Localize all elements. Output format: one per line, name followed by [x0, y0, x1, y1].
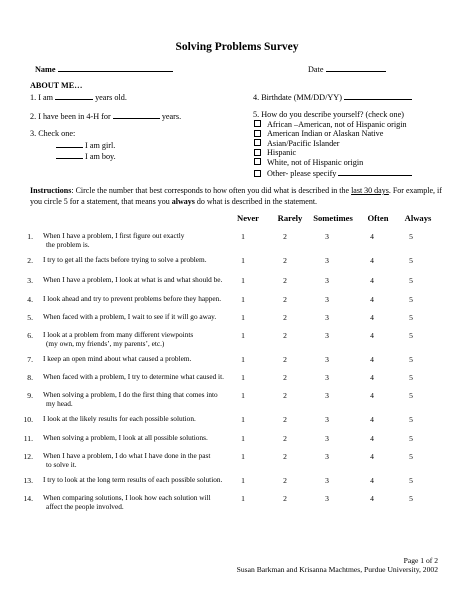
rating-option-3[interactable]: 3 — [325, 452, 329, 461]
describe-option-label: Other- please specify — [267, 169, 337, 178]
rating-option-5[interactable]: 5 — [409, 232, 413, 241]
question-text-line: the problem is. — [46, 239, 90, 249]
question-text — [43, 373, 243, 382]
rating-option-4[interactable]: 4 — [370, 476, 374, 485]
rating-option-4[interactable]: 4 — [370, 256, 374, 265]
rating-option-5[interactable]: 5 — [409, 295, 413, 304]
rating-option-2[interactable]: 2 — [283, 391, 287, 400]
rating-option-3[interactable]: 3 — [325, 494, 329, 503]
instructions-emphasis: last 30 days — [351, 186, 389, 195]
name-label: Name — [35, 65, 56, 74]
girl-field[interactable] — [56, 139, 83, 148]
question-text — [43, 476, 243, 485]
4h-years-suffix: years. — [161, 112, 182, 121]
page-number: Page 1 of 2 — [403, 556, 438, 565]
rating-option-4[interactable]: 4 — [370, 452, 374, 461]
rating-option-4[interactable]: 4 — [370, 276, 374, 285]
describe-option — [254, 129, 383, 139]
describe-label: 5. How do you describe yourself? (check one) — [253, 110, 404, 119]
name-row — [35, 63, 173, 75]
checkbox[interactable] — [254, 139, 261, 146]
rating-option-1[interactable]: 1 — [241, 232, 245, 241]
question-text-line: When faced with a problem, I wait to see if it will go away. — [43, 312, 217, 321]
describe-option-label: Asian/Pacific Islander — [267, 138, 340, 148]
question-text — [43, 276, 243, 285]
rating-option-3[interactable]: 3 — [325, 256, 329, 265]
question-text-line: When I have a problem, I look at what is and what should be. — [43, 275, 223, 284]
describe-option — [254, 158, 363, 168]
rating-option-4[interactable]: 4 — [370, 313, 374, 322]
rating-option-3[interactable]: 3 — [325, 391, 329, 400]
rating-option-1[interactable]: 1 — [241, 355, 245, 364]
question-text-line: When faced with a problem, I try to determine what caused it. — [43, 372, 224, 381]
4h-years-row — [30, 110, 181, 122]
scale-header-often: Often — [367, 213, 389, 223]
checkbox[interactable] — [254, 130, 261, 137]
footer-credit: Susan Barkman and Krisanna Machtmes, Purdue University, 2002 — [236, 565, 438, 574]
survey-title: Solving Problems Survey — [175, 41, 299, 53]
checkbox[interactable] — [254, 149, 261, 156]
birthdate-label: 4. Birthdate (MM/DD/YY) — [253, 93, 342, 102]
rating-option-5[interactable]: 5 — [409, 373, 413, 382]
rating-option-2[interactable]: 2 — [283, 476, 287, 485]
rating-option-2[interactable]: 2 — [283, 276, 287, 285]
rating-option-3[interactable]: 3 — [325, 355, 329, 364]
check-one-label: 3. Check one: — [30, 129, 76, 138]
checkbox[interactable] — [254, 170, 261, 177]
rating-option-1[interactable]: 1 — [241, 452, 245, 461]
rating-option-2[interactable]: 2 — [283, 452, 287, 461]
question-text-line: I look at the likely results for each possible solution. — [43, 414, 196, 423]
question-text-line: (my own, my friends’, my parents’, etc.) — [46, 338, 165, 348]
rating-option-4[interactable]: 4 — [370, 494, 374, 503]
rating-option-3[interactable]: 3 — [325, 295, 329, 304]
rating-option-4[interactable]: 4 — [370, 232, 374, 241]
age-field[interactable] — [55, 91, 93, 100]
question-text — [43, 415, 243, 424]
rating-option-1[interactable]: 1 — [241, 331, 245, 340]
about-me-heading: ABOUT ME… — [30, 81, 83, 90]
rating-option-4[interactable]: 4 — [370, 415, 374, 424]
rating-option-3[interactable]: 3 — [325, 276, 329, 285]
rating-option-5[interactable]: 5 — [409, 434, 413, 443]
scale-header-never: Never — [237, 213, 259, 223]
birthdate-row — [253, 91, 412, 103]
date-label: Date — [308, 65, 324, 74]
describe-option — [254, 120, 407, 130]
checkbox[interactable] — [254, 120, 261, 127]
rating-option-5[interactable]: 5 — [409, 256, 413, 265]
scale-header-rarely: Rarely — [277, 213, 303, 223]
question-number: 4. — [27, 295, 33, 304]
rating-option-2[interactable]: 2 — [283, 434, 287, 443]
rating-option-1[interactable]: 1 — [241, 256, 245, 265]
rating-option-4[interactable]: 4 — [370, 373, 374, 382]
rating-option-2[interactable]: 2 — [283, 295, 287, 304]
question-text-line: When I have a problem, I do what I have done in the past — [43, 451, 211, 460]
rating-option-3[interactable]: 3 — [325, 476, 329, 485]
rating-option-3[interactable]: 3 — [325, 415, 329, 424]
describe-option-label: African –American, not of Hispanic origin — [267, 119, 407, 129]
question-text-line: I look at a problem from many different viewpoints — [43, 330, 194, 339]
question-text — [43, 232, 243, 250]
age-suffix: years old. — [95, 93, 127, 102]
rating-option-5[interactable]: 5 — [409, 355, 413, 364]
rating-option-2[interactable]: 2 — [283, 415, 287, 424]
question-text-line: When solving a problem, I do the first thing that comes into — [43, 390, 218, 399]
describe-option-label: American Indian or Alaskan Native — [267, 129, 384, 138]
describe-option — [254, 139, 340, 149]
question-text — [43, 331, 243, 349]
question-number: 5. — [27, 313, 33, 322]
question-text — [43, 355, 243, 364]
question-text-line: to solve it. — [46, 459, 77, 469]
describe-option-label: White, not of Hispanic origin — [267, 157, 364, 167]
question-text — [43, 295, 243, 304]
rating-option-4[interactable]: 4 — [370, 355, 374, 364]
rating-option-5[interactable]: 5 — [409, 452, 413, 461]
question-number: 10. — [23, 415, 33, 424]
question-text-line: I look ahead and try to prevent problems before they happen. — [43, 294, 222, 303]
4h-years-field[interactable] — [113, 110, 160, 119]
checkbox[interactable] — [254, 158, 261, 165]
rating-option-1[interactable]: 1 — [241, 391, 245, 400]
question-text — [43, 494, 243, 512]
4h-years-label: 2. I have been in 4-H for — [30, 112, 111, 121]
rating-option-2[interactable]: 2 — [283, 331, 287, 340]
question-number: 8. — [27, 373, 33, 382]
rating-option-2[interactable]: 2 — [283, 373, 287, 382]
rating-option-3[interactable]: 3 — [325, 232, 329, 241]
instructions-text: do what is described in the statement. — [196, 197, 318, 206]
question-number: 2. — [27, 256, 33, 265]
instructions-label: Instructions — [30, 186, 72, 195]
date-field[interactable] — [326, 63, 386, 72]
question-text — [43, 452, 243, 470]
rating-option-3[interactable]: 3 — [325, 331, 329, 340]
age-label: 1. I am — [30, 93, 53, 102]
question-number: 1. — [27, 232, 33, 241]
rating-option-5[interactable]: 5 — [409, 391, 413, 400]
boy-row — [56, 150, 116, 162]
question-text-line: I keep an open mind about what caused a problem. — [43, 354, 192, 363]
describe-option — [254, 148, 296, 158]
rating-option-2[interactable]: 2 — [283, 232, 287, 241]
rating-option-2[interactable]: 2 — [283, 256, 287, 265]
question-text-line: I try to get all the facts before trying to solve a problem. — [43, 255, 207, 264]
rating-option-1[interactable]: 1 — [241, 434, 245, 443]
describe-option-label: Hispanic — [267, 148, 297, 157]
rating-option-2[interactable]: 2 — [283, 355, 287, 364]
question-text — [43, 313, 243, 322]
rating-option-5[interactable]: 5 — [409, 494, 413, 503]
question-number: 14. — [23, 494, 33, 503]
question-text — [43, 434, 243, 443]
girl-label: I am girl. — [85, 141, 116, 150]
instructions — [30, 185, 446, 207]
question-number: 13. — [23, 476, 33, 485]
rating-option-5[interactable]: 5 — [409, 313, 413, 322]
rating-option-4[interactable]: 4 — [370, 434, 374, 443]
question-text-line: affect the people involved. — [46, 501, 124, 511]
rating-option-2[interactable]: 2 — [283, 494, 287, 503]
rating-option-5[interactable]: 5 — [409, 276, 413, 285]
question-text-line: When solving a problem, I look at all possible solutions. — [43, 433, 208, 442]
question-text — [43, 256, 243, 265]
rating-option-1[interactable]: 1 — [241, 415, 245, 424]
rating-option-4[interactable]: 4 — [370, 295, 374, 304]
birthdate-field[interactable] — [344, 91, 412, 100]
age-row — [30, 91, 127, 103]
instructions-text: . For example, if you circle 5 for a statement, that means you — [30, 186, 442, 206]
rating-option-4[interactable]: 4 — [370, 331, 374, 340]
question-number: 11. — [23, 434, 33, 443]
rating-option-1[interactable]: 1 — [241, 276, 245, 285]
name-field[interactable] — [58, 63, 173, 72]
rating-option-4[interactable]: 4 — [370, 391, 374, 400]
question-text-line: I try to look at the long term results of each possible solution. — [43, 475, 223, 484]
rating-option-1[interactable]: 1 — [241, 313, 245, 322]
rating-option-5[interactable]: 5 — [409, 415, 413, 424]
rating-option-5[interactable]: 5 — [409, 331, 413, 340]
rating-option-5[interactable]: 5 — [409, 476, 413, 485]
rating-option-2[interactable]: 2 — [283, 313, 287, 322]
question-number: 7. — [27, 355, 33, 364]
question-text-line: When comparing solutions, I look how each solution will — [43, 493, 211, 502]
question-number: 3. — [27, 276, 33, 285]
other-specify-field[interactable] — [338, 167, 412, 176]
rating-option-1[interactable]: 1 — [241, 476, 245, 485]
scale-header-sometimes: Sometimes — [313, 213, 353, 223]
rating-option-1[interactable]: 1 — [241, 373, 245, 382]
rating-option-1[interactable]: 1 — [241, 494, 245, 503]
rating-option-3[interactable]: 3 — [325, 434, 329, 443]
question-number: 9. — [27, 391, 33, 400]
rating-option-3[interactable]: 3 — [325, 373, 329, 382]
rating-option-1[interactable]: 1 — [241, 295, 245, 304]
boy-label: I am boy. — [85, 152, 116, 161]
question-text-line: my head. — [46, 398, 73, 408]
instructions-text: : Circle the number that best corresponds to how often you did what is described in the — [71, 186, 350, 195]
question-text — [43, 391, 243, 409]
question-number: 6. — [27, 331, 33, 340]
rating-option-3[interactable]: 3 — [325, 313, 329, 322]
scale-header-always: Always — [404, 213, 432, 223]
question-number: 12. — [23, 452, 33, 461]
describe-option — [254, 167, 412, 179]
boy-field[interactable] — [56, 150, 83, 159]
instructions-emphasis: always — [171, 197, 195, 206]
question-text-line: When I have a problem, I first figure out exactly — [43, 231, 185, 240]
date-row — [308, 63, 386, 75]
